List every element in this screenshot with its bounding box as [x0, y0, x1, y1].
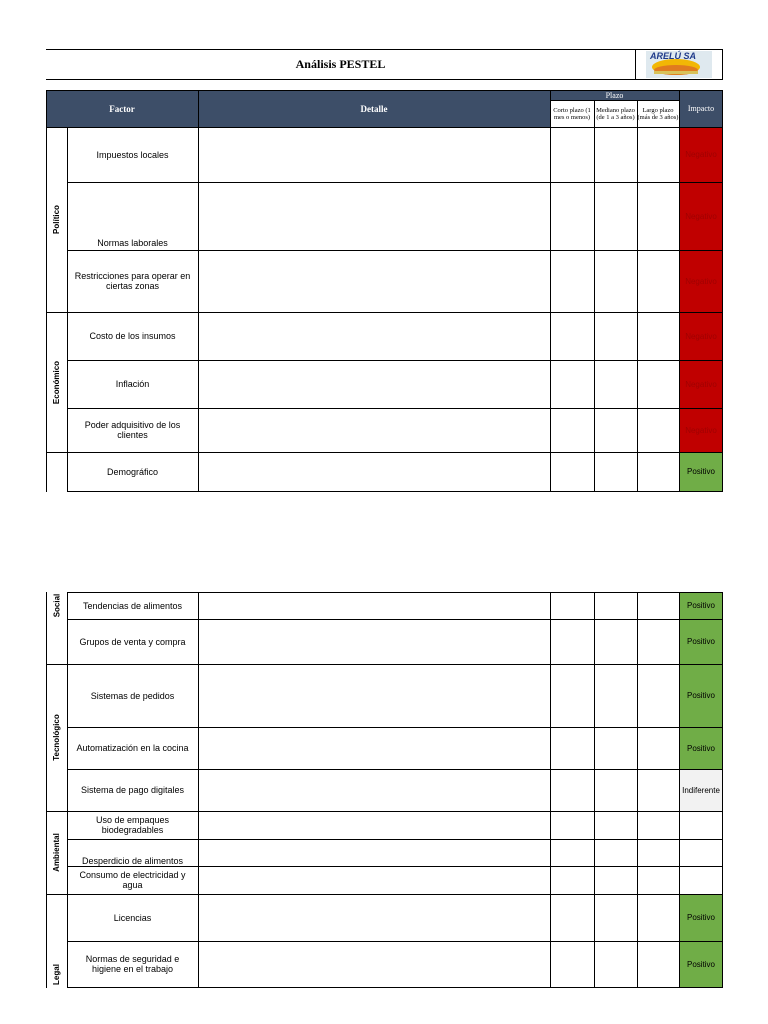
header-factor: Factor	[109, 103, 135, 114]
factor-cell: Normas de seguridad e higiene en el trabajo	[85, 954, 180, 974]
logo-text: ARELÚ SA	[650, 51, 697, 61]
header-largo-plazo: Largo plazo (más de 3 años)	[637, 106, 679, 121]
impact-badge: Negativo	[685, 379, 717, 389]
impact-badge: Negativo	[685, 211, 717, 221]
impact-badge: Negativo	[685, 276, 717, 286]
impact-badge: Positivo	[686, 913, 715, 922]
factor-cell: Sistemas de pedidos	[90, 690, 175, 701]
header-mediano-plazo: Mediano plazo (de 1 a 3 años)	[596, 106, 635, 121]
factor-cell: Restricciones para operar en ciertas zonas	[74, 271, 191, 291]
factor-cell: Automatización en la cocina	[76, 743, 189, 753]
factor-cell: Grupos de venta y compra	[79, 636, 186, 647]
header-detalle: Detalle	[360, 103, 388, 114]
factor-cell: Demográfico	[106, 466, 159, 477]
category-legal: Legal	[52, 963, 61, 985]
impact-badge: Positivo	[686, 637, 715, 646]
impact-badge: Positivo	[686, 691, 715, 700]
category-tecnologico: Tecnológico	[52, 714, 61, 761]
factor-cell: Sistema de pago digitales	[80, 785, 185, 795]
impact-badge: Negativo	[685, 425, 717, 435]
impact-badge	[679, 866, 723, 894]
impact-badge: Positivo	[686, 601, 715, 610]
header-plazo: Plazo	[605, 90, 624, 100]
factor-cell: Consumo de electricidad y agua	[79, 870, 186, 890]
impact-badge: Positivo	[686, 959, 715, 969]
header-corto-plazo: Corto plazo (1 mes o menos)	[553, 106, 591, 121]
factor-cell: Licencias	[113, 912, 152, 923]
factor-cell: Costo de los insumos	[89, 331, 176, 341]
factor-cell: Impuestos locales	[96, 149, 169, 160]
page-title: Análisis PESTEL	[295, 57, 386, 71]
impact-badge: Negativo	[685, 331, 717, 341]
category-social: Social	[52, 593, 62, 618]
factor-cell: Uso de empaques biodegradables	[95, 815, 170, 835]
impact-badge: Positivo	[686, 743, 715, 753]
company-logo	[646, 51, 712, 78]
impact-badge	[679, 839, 723, 866]
impact-badge: Indiferente	[682, 785, 720, 795]
factor-cell: Desperdicio de alimentos	[81, 856, 184, 866]
header-impacto: Impacto	[687, 104, 715, 113]
category-politico: Político	[52, 205, 62, 234]
category-ambiental: Ambiental	[52, 833, 62, 872]
factor-cell: Inflación	[115, 379, 150, 389]
impact-badge	[679, 811, 723, 839]
impact-badge: Negativo	[685, 150, 717, 159]
factor-cell: Normas laborales	[97, 238, 168, 248]
factor-cell: Tendencias de alimentos	[82, 600, 183, 611]
impact-badge: Positivo	[686, 467, 715, 476]
category-economico: Económico	[52, 360, 61, 404]
factor-cell: Poder adquisitivo de los clientes	[84, 420, 181, 440]
